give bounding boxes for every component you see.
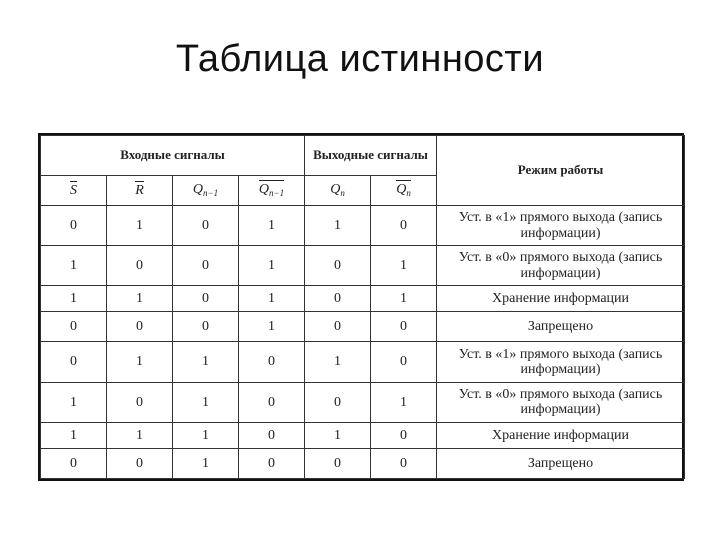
table-cell-value: 1 [41,422,107,448]
table-cell-value: 0 [41,312,107,342]
table-cell-value: 1 [239,246,305,286]
table-cell-value: 1 [173,422,239,448]
header-mode: Режим работы [437,136,685,206]
column-symbol: Q [396,182,407,198]
table-cell-mode: Запрещено [437,312,685,342]
table-cell-value: 1 [173,342,239,382]
table-row [41,342,685,382]
table-cell-value: 0 [41,206,107,246]
table-cell-value: 1 [239,206,305,246]
truth-table [40,135,685,479]
column-symbol: S [70,182,77,198]
table-cell-value: 1 [239,312,305,342]
table-row [41,246,685,286]
column-header-s-bar [41,176,107,206]
table-cell-mode: Уст. в «1» прямого выхода (запись информации) [437,206,685,246]
table-cell-value: 0 [305,286,371,312]
table-cell-mode: Уст. в «0» прямого выхода (запись информации) [437,382,685,422]
table-cell-value: 1 [107,422,173,448]
table-cell-value: 0 [305,246,371,286]
column-symbol: Q [330,182,341,198]
column-symbol: R [135,182,144,198]
table-cell-value: 1 [305,422,371,448]
table-cell-value: 1 [371,286,437,312]
table-cell-value: 0 [371,422,437,448]
table-cell-value: 0 [305,382,371,422]
table-cell-value: 1 [305,206,371,246]
table-cell-value: 0 [107,382,173,422]
column-header-r-bar [107,176,173,206]
column-header-q [305,176,371,206]
table-cell-value: 0 [305,448,371,478]
table-row [41,422,685,448]
table-cell-value: 0 [371,448,437,478]
truth-table-frame [38,133,684,481]
table-cell-value: 0 [173,246,239,286]
table-cell-value: 1 [371,382,437,422]
table-cell-value: 0 [305,312,371,342]
table-cell-value: 0 [371,342,437,382]
table-cell-value: 1 [173,448,239,478]
table-cell-value: 1 [41,246,107,286]
table-cell-value: 1 [173,382,239,422]
table-cell-mode: Хранение информации [437,286,685,312]
table-cell-value: 1 [107,342,173,382]
table-cell-value: 0 [239,342,305,382]
table-cell-value: 0 [239,422,305,448]
table-cell-value: 0 [107,246,173,286]
table-cell-value: 0 [41,448,107,478]
column-header-q-prev-bar [239,176,305,206]
table-row [41,382,685,422]
table-cell-value: 0 [173,312,239,342]
table-cell-value: 0 [239,448,305,478]
table-cell-value: 0 [107,312,173,342]
table-cell-value: 0 [107,448,173,478]
table-row [41,448,685,478]
column-header-q-prev [173,176,239,206]
column-subscript: n−1 [203,188,219,199]
table-cell-value: 1 [107,286,173,312]
table-cell-mode: Хранение информации [437,422,685,448]
table-cell-value: 1 [41,286,107,312]
table-cell-value: 0 [41,342,107,382]
header-output-signals: Выходные сигналы [305,136,437,176]
table-cell-value: 1 [41,382,107,422]
column-subscript: n [340,188,345,199]
column-header-q-bar [371,176,437,206]
column-subscript: n−1 [269,188,285,199]
header-input-signals: Входные сигналы [41,136,305,176]
table-row [41,312,685,342]
table-cell-mode: Уст. в «0» прямого выхода (запись информации) [437,246,685,286]
table-cell-mode: Уст. в «1» прямого выхода (запись информации) [437,342,685,382]
table-cell-value: 0 [173,286,239,312]
slide-title: Таблица истинности [175,38,545,80]
table-cell-value: 1 [107,206,173,246]
table-row [41,286,685,312]
table-cell-value: 1 [371,246,437,286]
truth-table-body [41,206,685,479]
column-subscript: n [406,188,411,199]
table-cell-value: 0 [173,206,239,246]
table-cell-value: 1 [239,286,305,312]
table-cell-value: 0 [371,206,437,246]
table-cell-value: 1 [305,342,371,382]
column-symbol: Q [258,182,270,198]
table-cell-value: 0 [371,312,437,342]
column-symbol: Q [192,182,204,198]
table-cell-value: 0 [239,382,305,422]
table-cell-mode: Запрещено [437,448,685,478]
table-row [41,206,685,246]
